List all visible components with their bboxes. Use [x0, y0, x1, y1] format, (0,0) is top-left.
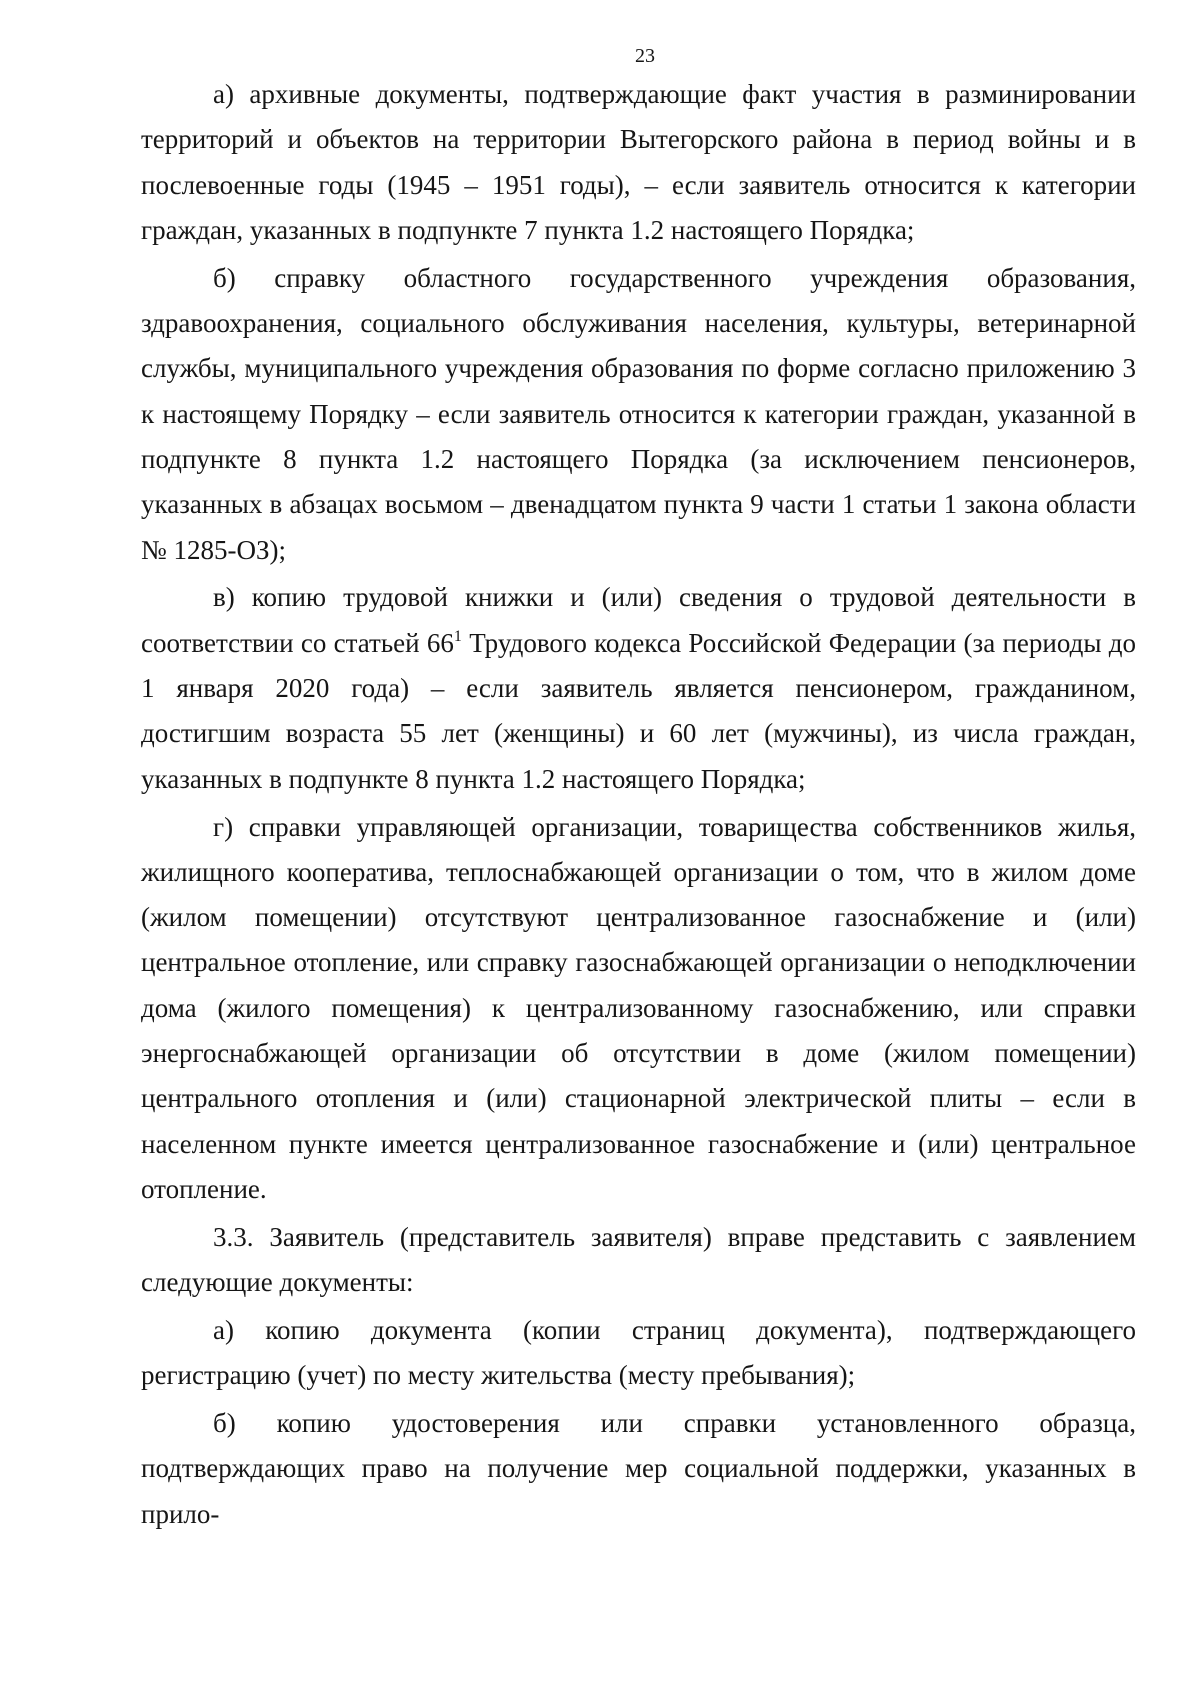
- paragraph-v-text-end: Трудового кодекса Российской Федерации (за периоды до 1 января 2020 года) – если заявитель является пенсионером, гражданином, достигшим возраста 55 лет (женщины) и 60 лет (мужчины), из числа граждан, указанных в подпункте 8 пункта 1.2 настоящего Порядка;: [141, 627, 1136, 794]
- paragraph-b-certificate-copy: б) копию удостоверения или справки установленного образца, подтверждающих право на получение мер социальной поддержки, указанных в прило-: [141, 1408, 1136, 1529]
- document-body: [141, 72, 1136, 1540]
- paragraph-v-work-record-copy: [141, 575, 1136, 801]
- paragraph-a-archive-documents: а) архивные документы, подтверждающие факт участия в разминировании территорий и объектов на территории Вытегорского района в период войны и в послевоенные годы (1945 – 1951 годы), – если заявитель относится к категории граждан, указанных в подпункте 7 пункта 1.2 настоящего Порядка;: [141, 79, 1136, 245]
- section-3-3-heading-paragraph: 3.3. Заявитель (представитель заявителя) вправе представить с заявлением следующие документы:: [141, 1221, 1136, 1298]
- paragraph-a-registration-copy: а) копию документа (копии страниц документа), подтверждающего регистрацию (учет) по месту жительства (месту пребывания);: [141, 1314, 1136, 1391]
- paragraph-v-text-start: в) копию трудовой книжки и (или) сведения о трудовой деятельности в соответствии со статьей 66: [141, 582, 1136, 658]
- paragraph-g-utility-certificates: г) справки управляющей организации, товарищества собственников жилья, жилищного кооператива, теплоснабжающей организации о том, что в жилом доме (жилом помещении) отсутствуют централизованное газоснабжение и (или) центральное отопление, или справку газоснабжающей организации о неподключении дома (жилого помещения) к централизованному газоснабжению, или справки энергоснабжающей организации об отсутствии в доме (жилом помещении) центрального отопления и (или) стационарной электрической плиты – если в населенном пункте имеется централизованное газоснабжение и (или) центральное отопление.: [141, 811, 1136, 1204]
- page-number: 23: [635, 45, 655, 67]
- paragraph-b-institution-certificate: б) справку областного государственного учреждения образования, здравоохранения, социального обслуживания населения, культуры, ветеринарной службы, муниципального учреждения образования по форме согласно приложению 3 к настоящему Порядку – если заявитель относится к категории граждан, указанной в подпункте 8 пункта 1.2 настоящего Порядка (за исключением пенсионеров, указанных в абзацах восьмом – двенадцатом пункта 9 части 1 статьи 1 закона области № 1285-ОЗ);: [141, 262, 1136, 565]
- article-superscript: 1: [453, 627, 462, 645]
